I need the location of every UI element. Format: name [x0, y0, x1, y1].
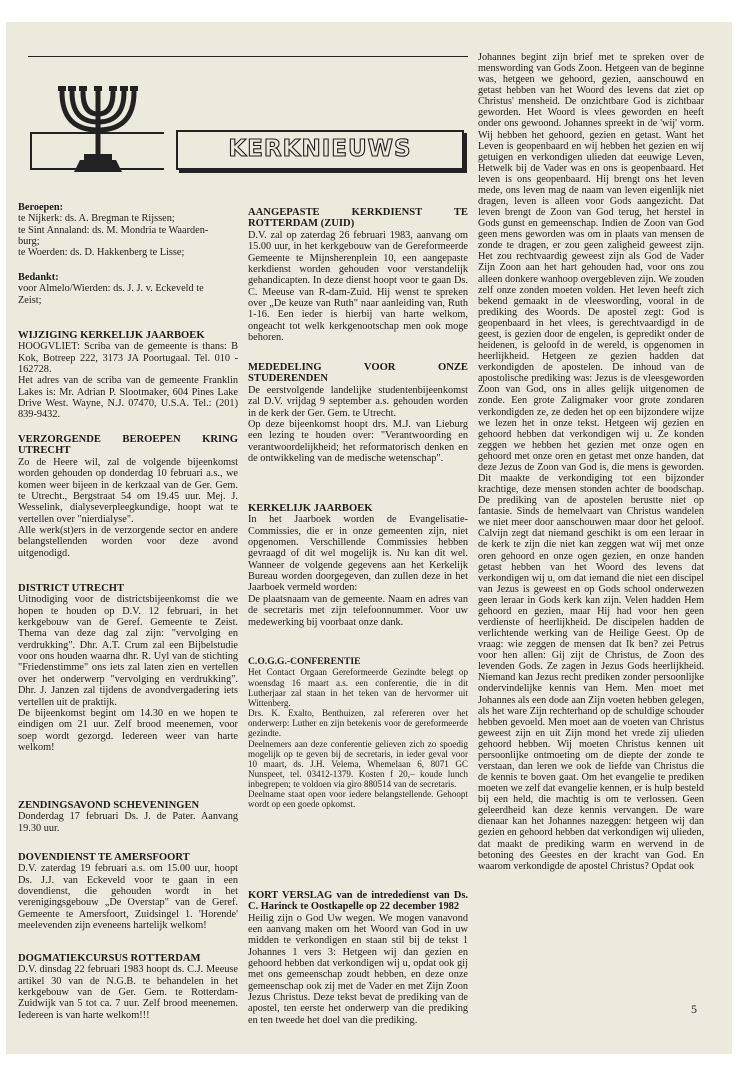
wijziging-title: WIJZIGING KERKELIJK JAARBOEK	[18, 330, 205, 341]
bedankt-title: Bedankt:	[18, 272, 59, 283]
wijziging-paragraph: HOOGVLIET: Scriba van de gemeente is thans: B Kok, Botreep 222, 3173 JA Poortugaal. Tel. 010 - 162728.	[18, 341, 238, 376]
beroepen-line: te Nijkerk: ds. A. Bregman te Rijssen;	[18, 213, 175, 225]
beroepen-line: te Sint Annaland: ds. M. Mondria te Waarden-	[18, 224, 209, 236]
verzorgende-paragraph: Zo de Heere wil, zal de volgende bijeenkomst worden gehouden op donderdag 10 februari a.s., we komen weer bijeen in de kerkzaal van de Ger. Gem. te Utrecht., Bergstraat 54 om 19.45 uur. Mej. J. Wesselink, dialyseverpleegkundige, hoopt wat te vertellen over "nierdialyse".	[18, 456, 238, 525]
wijziging-paragraph: Het adres van de scriba van de gemeente Franklin Lakes is: Mr. Adrian P. Slootmaker, 604 Pines Lake Drive West. Wayne, N.J. 07470, U.S.A. Tel.: (201) 839-9432.	[18, 375, 238, 421]
cogg-paragraph: Het Contact Orgaan Gereformeerde Gezindte belegt op woensdag 16 maart a.s. een conferentie, die in dit Lutherjaar zal staan in het teken van de hervormer uit Wittenberg.	[248, 667, 468, 708]
section-wijziging	[18, 330, 238, 421]
jaarboek-title: KERKELIJK JAARBOEK	[248, 503, 373, 514]
section-jaarboek	[248, 503, 468, 628]
section-mededeling	[248, 362, 468, 464]
cogg-paragraph: Deelname staat open voor iedere belangstellende. Gehoopt wordt op een goede opkomst.	[248, 789, 468, 810]
section-dovendienst	[18, 852, 238, 931]
banner-rail	[30, 132, 164, 170]
section-district	[18, 583, 238, 753]
district-paragraph: Uitnodiging voor de districtsbijeenkomst die we hopen te houden op D.V. 12 februari, in het kerkgebouw van de Geref. Gemeente te Zeist. Thema van deze dag zal zijn: "vervolging en verdrukking". Dhr. A.T. Crum zal een Bijbelstudie voor ons houden waarna dhr. R. Uyl van de stichting "Friedenstimme" ons iets zal laten zien en vertellen over het onderwerp "vervolging en verdrukking". Dhr. J. Janzen zal tijdens de avondvergadering iets vertellen uit de praktijk.	[18, 594, 238, 708]
top-rule	[28, 56, 468, 57]
cogg-paragraph: Deelnemers aan deze conferentie gelieven zich zo spoedig mogelijk op te geven bij de secretaris, in ieder geval voor 10 maart, ds. J.H. Velema, Whemelaan 6, 8071 GC Nunspeet, tel. 03412-1379. Kosten f 20,– koude lunch inbegrepen; te voldoen via giro 880514 van de secretaris.	[248, 738, 468, 790]
section-kort-verslag	[248, 890, 468, 1026]
dovendienst-title: DOVENDIENST TE AMERSFOORT	[18, 852, 190, 863]
section-zendingsavond	[18, 800, 238, 834]
jaarboek-paragraph: De plaatsnaam van de gemeente. Naam en adres van de secretaris met zijn telefoonnummer. Voor uw medewerking bij voorbaat onze dank.	[248, 593, 468, 628]
section-aangepaste	[248, 207, 468, 343]
beroepen-title: Beroepen:	[18, 202, 63, 213]
section-beroepen	[18, 202, 238, 259]
page-title: KERKNIEUWS	[228, 136, 412, 162]
jaarboek-paragraph: In het Jaarboek worden de Evangelisatie-Commissies, die er in onze gemeenten zijn, niet opgenomen. Verschillende Commissies hebben gevraagd of dit wel mogelijk is. Nu kan dit wel. Wanneer de volgende gegevens aan het Kerkelijk Bureau worden doorgegeven, dan zullen deze in het Jaarboek vermeld worden:	[248, 514, 468, 594]
zendingsavond-title: ZENDINGSAVOND SCHEVENINGEN	[18, 800, 200, 811]
section-verzorgende	[18, 434, 238, 559]
section-dogmatiek	[18, 953, 238, 1021]
section-bedankt	[18, 272, 238, 306]
beroepen-line: burg;	[18, 236, 40, 248]
dovendienst-paragraph: D.V. zaterdag 19 februari a.s. om 15.00 uur, hoopt Ds. J.J. van Eckeveld voor te gaan in een dovendienst, die gehouden wordt in het verenigingsgebouw „De Overstap" van de Geref. Gemeente te Amersfoort, Zuidsingel 1. 'Horende' meelevenden zijn eveneens hartelijk welkom!	[18, 863, 238, 932]
verzorgende-title: VERZORGENDE BEROEPEN KRING UTRECHT	[18, 434, 238, 457]
newspaper-page	[6, 22, 732, 1054]
cogg-title: C.O.G.G.-CONFERENTIE	[248, 656, 361, 667]
zendingsavond-paragraph: Donderdag 17 februari Ds. J. de Pater. Aanvang 19.30 uur.	[18, 811, 238, 834]
kort-title: KORT VERSLAG van de intrededienst van Ds. C. Harinck te Oostkapelle op 22 december 1982	[248, 890, 468, 913]
bedankt-line: Zeist;	[18, 294, 42, 306]
sermon-paragraph: Johannes begint zijn brief met te spreken over de menswording van Gods Zoon. Hetgeen van de beginne was, hetgeen we gehoord, gezien, aanschouwd en getast hebben van het Woord des levens dat ziet op Christus' mensheid. De onzichtbare God is zichtbaar geworden. Het Woord is vlees geworden en heeft onder ons gewoond. Johannes spreekt in de 'wij' vorm. Wij hebben het gehoord, gezien en getast. Want het Leven is geopenbaard en wij hebben het gezien en wij getuigen en verkondigen ulieden dat eeuwige Leven, Hetwelk bij de Vader was en ons is geopenbaard. Het leven is ons geopenbaard. Hij brengt ons het leven mede, ons leven mag de naam van leven eigenlijk niet dragen, leven is alleen voor Gods aangezicht. Dat leven brengt de Zoon van God terug, het herstel in Gods gunst en gemeenschap. Indien de Zoon van God geen mens geworden was om in plaats van mensen de zonde te dragen, er zou geen zaligheid geweest zijn. Het zou rechtvaardig geweest zijn als God de Vader Zijn Zoon aan het hart gehouden had, voor ons zou alleen donkere wanhoop overgebleven zijn. We zouden zelf onze zonden moeten volden. Het leven heeft zich bekend gemaakt in de vleeswording, vooral in de prediking des Woords. De apostel zegt: God is geopenbaard in het vlees, is gerechtvaardigd in de geest, is gezien door de engelen, is gepredikt onder de heidenen, is geloofd in de wereld, is opgenomen in heerlijkheid. Hetgeen ze gezien hadden dat verkondigden de apostelen. De inhoud van de apostolische prediking was: Jezus is de vleesgeworden Zoon van God, ons in alles gelijk uitgenomen de zonde. Een grote Zaligmaker voor grote zondaren verkondigden ze, ze deden het op een bijzondere wijze we lezen het in onze tekst. Hetgeen wij gezien en gehoord hebben dat verkondigen wij u. Ze konden zeggen we hebben het gezien met onze ogen en gehoord met onze oren en getast met onze handen, dat deze Jezus de Zoon van God is, die mens is geworden. Dit maakte de verkondiging tot een bijzonder krachtige, deze mensen stonden achter de boodschap. De prediking van de apostelen berustte niet op fantasie. Sinds de hemelvaart van Christus wandelen we niet meer door aanschouwen maar door het geloof. Calvijn zegt dat niemand geschikt is om een leraar in de kerk te zijn die niet kan zeggen wat wij met onze oren gehoord en onze ogen gezien, en onze handen getast hebben van het Woord des levens dat verkondigen wij u, om dat iemand die niet een discipel van Jezus is geweest en op Gods school onderwezen geen leraar in Gods kerk kan zijn. Velen hadden Hem gehoord en gezien, maar Hij had voor hen geen verdienste of heerlijkheid. De discipelen hadden de verlichtende werking van de Heilige Geest. Op de vraag: wie zeggen de mensen dat Ik ben? zei Petrus voor hen allen: Gij zijt de Christus, de Zoon des levenden Gods. Ze zagen in Jezus Gods heerlijkheid. Niemand kan Jezus recht prediken zonder persoonlijke ondervindelijke kennis van Hem. Men moet met Johannes als een dode aan Zijn voeten hebben gelegen, als het ware Zijn rechterhand op de schuldige schouder hebben gevoeld. Men moet aan de voeten van Christus geweest zijn en uit Zijn mond het vrede zij ulieden gehoord hebben. Wij moeten Christus kennen uit persoonlijke ontmoeting om de diepte der zonde te verstaan, dan leren we ook de liefde van Christus die de kennis te boven gaat. Om het evangelie te prediken moeten we zelf dat evangelie kennen, er is hulp besteld bij een held, die machtig is om te verlossen. Geen geleerdheid kan deze kennis vervangen. De ware dienaar kan het Johannes nazeggen: hetgeen wij dan gezien en gehoord hebben dat verkondigen wij ulieden, dat maakt de prediking warm en wervend in de betoning des Geestes en der kracht van God. En waarom verkondigde de apostel Christus? Opdat ook	[478, 52, 704, 872]
aangepaste-paragraph: D.V. zal op zaterdag 26 februari 1983, aanvang om 15.00 uur, in het kerkgebouw van de Gereformeerde Gemeente te Mijnsherenplein 10, een aangepaste kerkdienst worden gehouden voor verstandelijk gehandicapten. In deze dienst hoopt voor te gaan Ds. C. Meeuse van R-dam-Zuid. Hij wenst te spreken over „De keuze van Ruth" naar aanleiding van, Ruth 1-16. Een ieder is hierbij van harte welkom, ongeacht tot welk kerkgenootschap men ook moge behoren.	[248, 229, 468, 343]
page-number: 5	[691, 1002, 697, 1016]
district-title: DISTRICT UTRECHT	[18, 583, 125, 594]
dogmatiek-title: DOGMATIEKCURSUS ROTTERDAM	[18, 953, 201, 964]
aangepaste-title: AANGEPASTE KERKDIENST TE ROTTERDAM (ZUID)	[248, 207, 468, 230]
mededeling-paragraph: Op deze bijeenkomst hoopt drs. M.J. van Lieburg een lezing te houden over: "Verantwoording en verantwoordelijkheid; het reformatorisch denken en de ontwikkeling van de medische wetenschap".	[248, 418, 468, 464]
verzorgende-paragraph: Alle werk(st)ers in de verzorgende sector en andere belangstellenden worden voor deze avond uitgenodigd.	[18, 524, 238, 559]
section-sermon-continued	[478, 52, 704, 872]
dogmatiek-paragraph: D.V. dinsdag 22 februari 1983 hoopt ds. C.J. Meeuse artikel 30 van de N.G.B. te behandelen in het kerkgebouw van de Ger. Gem. te Rotterdam-Zuidwijk van 5 tot ca. 7 uur. Zelf brood meenemen. Iedereen is van harte welkom!!!	[18, 964, 238, 1021]
beroepen-line: te Woerden: ds. D. Hakkenberg te Lisse;	[18, 247, 185, 259]
section-cogg	[248, 656, 468, 810]
mededeling-title: MEDEDELING VOOR ONZE STUDERENDEN	[248, 362, 468, 385]
kort-paragraph: Heilig zijn o God Uw wegen. We mogen vanavond een aanvang maken om het Woord van God in uw midden te verkondigen en staan stil bij de tekst 1 Johannes 1 vers 3: Hetgeen wij dan gezien en gehoord hebben dat verkondigen wij u, opdat ook gij met ons gemeenschap zoudt hebben, en deze onze gemeenschap ook zij met de Vader en met Zijn Zoon Jezus Christus. Deze tekst bevat de prediking van de apostel, ten eerste het onderwerp van die prediking en ten tweede het doel van die prediking.	[248, 912, 468, 1026]
title-banner	[176, 130, 464, 170]
cogg-paragraph: Drs. K. Exalto, Benthuizen, zal refereren over het onderwerp: Luther en zijn betekenis voor de gereformeerde gezindte.	[248, 708, 468, 739]
mededeling-paragraph: De eerstvolgende landelijke studentenbijeenkomst zal D.V. vrijdag 9 september a.s. gehouden worden in de kerk der Ger. Gem. te Utrecht.	[248, 384, 468, 419]
district-paragraph: De bijeenkomst begint om 14.30 en we hopen te eindigen om 21 uur. Zelf brood meenemen, voor soep wordt gezorgd. Iedereen weer van harte welkom!	[18, 707, 238, 753]
bedankt-line: voor Almelo/Wierden: ds. J. J. v. Eckeveld te	[18, 283, 204, 295]
